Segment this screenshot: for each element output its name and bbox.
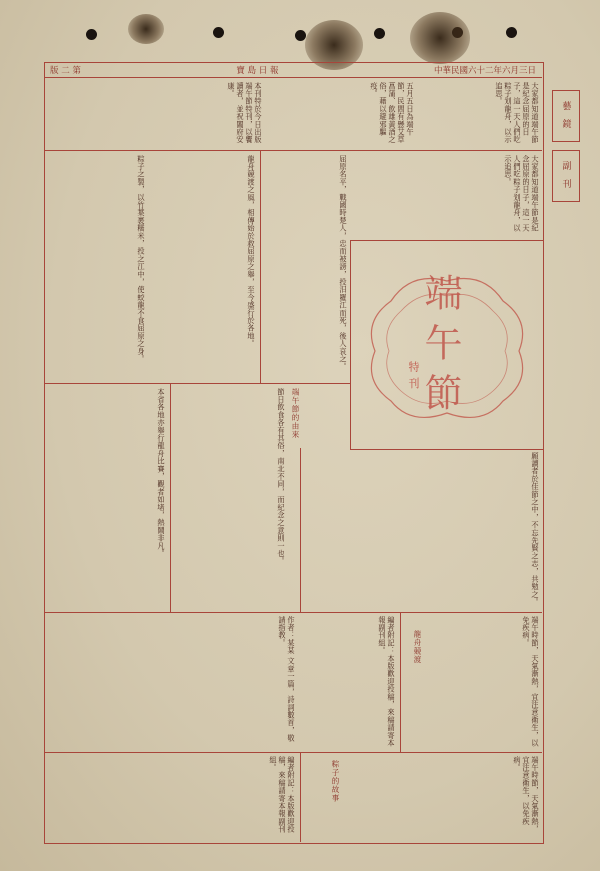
column-divider <box>300 448 301 612</box>
article-middle-center: 龍舟競渡之風，相傳始於救屈原之舉，至今盛行於各地。 <box>247 155 256 348</box>
feature-title-box <box>350 240 544 450</box>
ink-stain <box>128 14 164 44</box>
article-footer-left: 編者附記：本版歡迎投稿，來稿請寄本報副刊組。 <box>269 756 296 833</box>
section-divider <box>44 383 350 384</box>
section-heading: 端午節的由來 <box>291 388 300 439</box>
side-label-box: 副 刊 <box>552 150 580 202</box>
binding-hole <box>506 27 517 38</box>
header-paper-name: 寶 島 日 報 <box>236 65 279 76</box>
article-middle-right: 屈原名平，戰國時楚人，忠而被謗，投汨羅江而死，後人哀之。 <box>339 155 348 371</box>
article-top-left: 本刊特於今日出版端午節特刊，以饗讀者，並祝闔府安康。 <box>227 82 263 144</box>
section-heading: 粽子的故事 <box>331 760 340 803</box>
column-divider <box>260 150 261 383</box>
section-divider <box>44 612 542 613</box>
feature-title: 端 午 節 <box>418 273 462 412</box>
column-divider <box>300 752 301 842</box>
binding-hole <box>213 27 224 38</box>
binding-hole <box>374 28 385 39</box>
section-divider <box>44 752 542 753</box>
section-heading: 龍舟競渡 <box>413 630 422 664</box>
binding-hole <box>86 29 97 40</box>
article-bottom-center: 編者附記：本版歡迎投稿，來稿請寄本報副刊組。 <box>378 616 396 747</box>
article-bottom-left: 作者：某某 文章一篇，詩詞數首，敬請指教。 <box>278 616 296 742</box>
masthead-bar <box>44 62 542 78</box>
section-divider <box>44 150 542 151</box>
article-lower-left: 願讀者於佳節之中，不忘先賢之志，共勉之。 <box>531 452 540 606</box>
side-label-box: 藝 鏡 <box>552 90 580 142</box>
binding-hole <box>295 30 306 41</box>
article-middle-left: 粽子之製，以竹葉裹糯米，投之江中，使蛟龍不食屈原之身。 <box>137 155 146 363</box>
article-top-right: 大家都知道端午節是紀念屈原的日子，這一天人們吃粽子划龍舟，以示追思。 <box>495 82 540 144</box>
article-bottom-right: 端午時節，天氣漸熱，宜注意衛生，以免疾病。 <box>522 616 540 747</box>
header-edition: 版 二 第 <box>50 65 81 76</box>
header-date: 中華民國六十二年六月三日 <box>433 65 536 76</box>
article-footer-right: 端午時節，天氣漸熱，宜注意衛生，以免疾病。 <box>513 756 540 833</box>
article-lower-center: 本省各地亦舉行龍舟比賽，觀者如堵，熱鬧非凡。 <box>157 388 166 558</box>
article-right-upper: 大家都知道端午節是紀念屈原的日子，這一天人們吃粽子划龍舟，以示追思。 <box>504 155 540 232</box>
column-divider <box>170 383 171 612</box>
article-lower-right: 節日飲食各有其俗，南北不同，而紀念之意則一也。 <box>277 388 286 566</box>
feature-subtitle: 特 刊 <box>407 361 420 390</box>
article-top-middle: 五月五日為端午節，民間有懸艾草菖蒲、飲雄黃酒之俗，藉以避邪驅疫。 <box>370 82 415 144</box>
column-divider <box>400 612 401 752</box>
ink-stain <box>410 12 470 64</box>
